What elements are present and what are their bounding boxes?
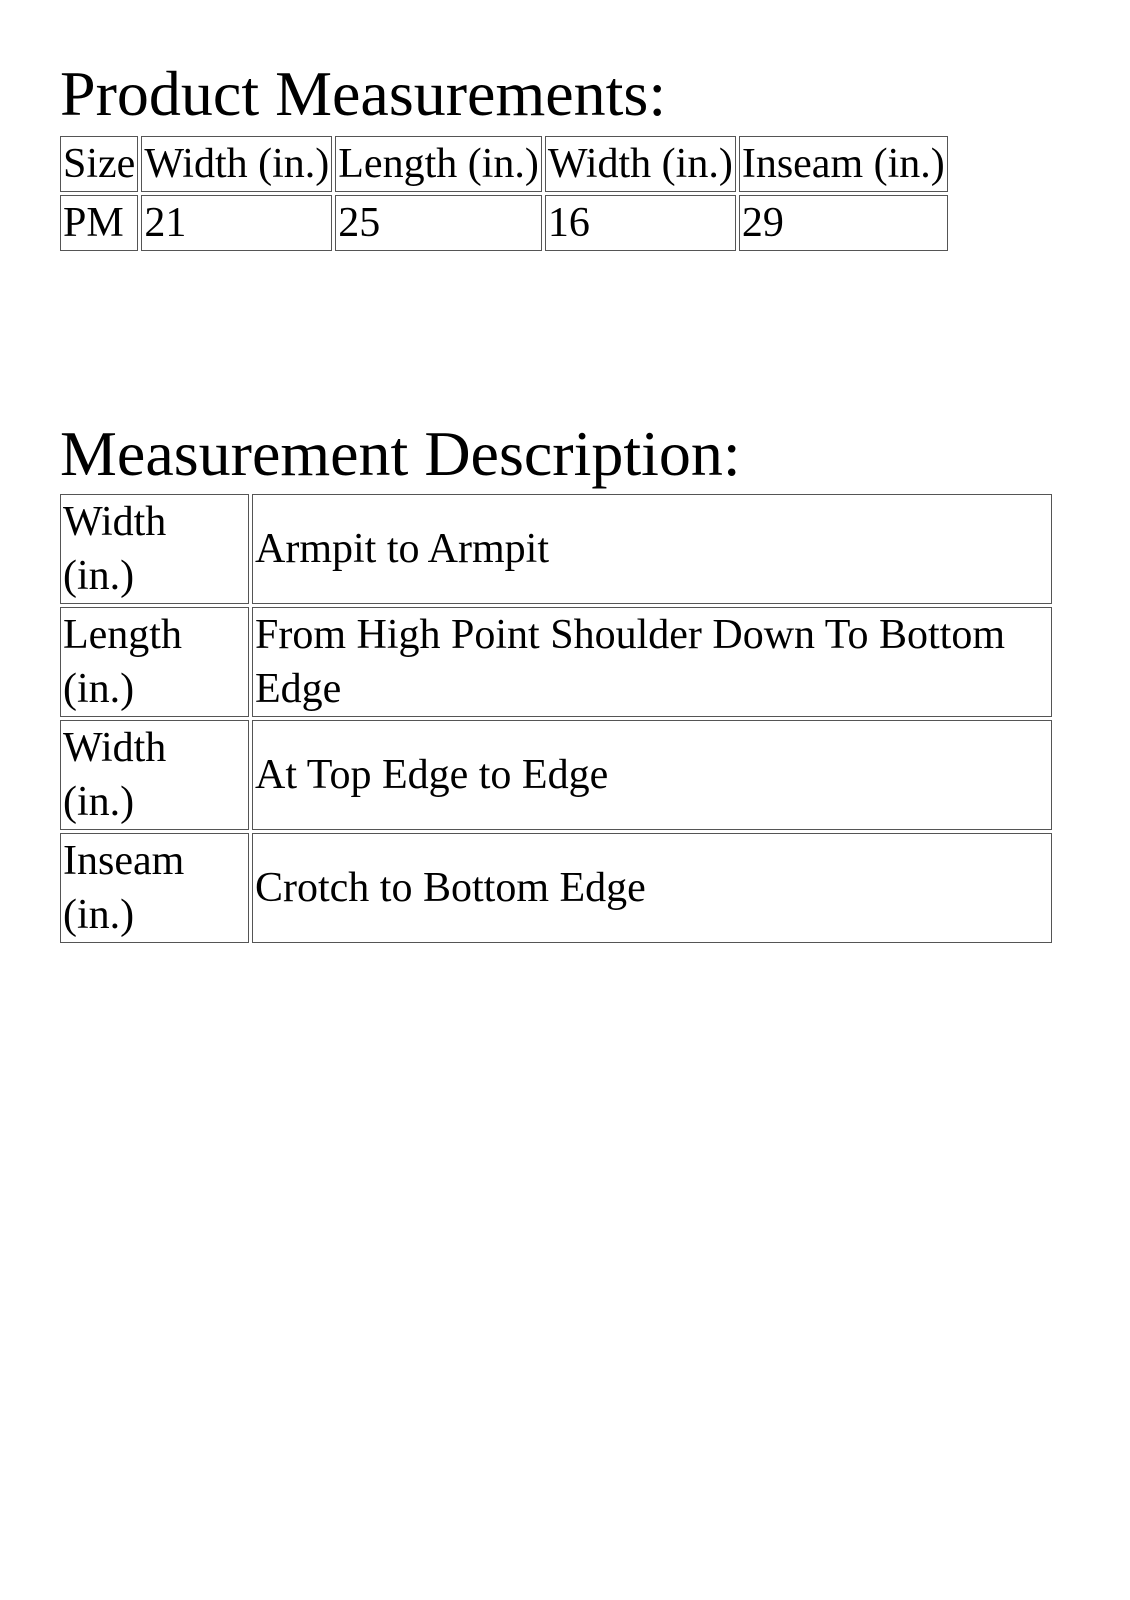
cell-width: 21 xyxy=(141,195,332,251)
header-cell-width: Width (in.) xyxy=(141,136,332,192)
description-text: From High Point Shoulder Down To Bottom Edge xyxy=(252,607,1052,717)
description-label: Length (in.) xyxy=(60,607,249,717)
header-cell-inseam: Inseam (in.) xyxy=(739,136,948,192)
product-measurements-heading: Product Measurements: xyxy=(60,58,667,129)
product-measurements-table xyxy=(57,133,951,254)
description-text: At Top Edge to Edge xyxy=(252,720,1052,830)
description-label: Inseam (in.) xyxy=(60,833,249,943)
header-cell-width-2: Width (in.) xyxy=(545,136,736,192)
cell-inseam: 29 xyxy=(739,195,948,251)
table-header-row xyxy=(60,136,948,192)
cell-length: 25 xyxy=(335,195,542,251)
header-cell-size: Size xyxy=(60,136,138,192)
description-label: Width (in.) xyxy=(60,720,249,830)
cell-size: PM xyxy=(60,195,138,251)
measurement-description-heading: Measurement Description: xyxy=(60,418,741,489)
description-label: Width (in.) xyxy=(60,494,249,604)
measurement-description-table xyxy=(57,491,1055,946)
table-row xyxy=(60,195,948,251)
table-row xyxy=(60,720,1052,830)
table-row xyxy=(60,494,1052,604)
header-cell-length: Length (in.) xyxy=(335,136,542,192)
table-row xyxy=(60,607,1052,717)
table-row xyxy=(60,833,1052,943)
description-text: Armpit to Armpit xyxy=(252,494,1052,604)
cell-width-2: 16 xyxy=(545,195,736,251)
description-text: Crotch to Bottom Edge xyxy=(252,833,1052,943)
